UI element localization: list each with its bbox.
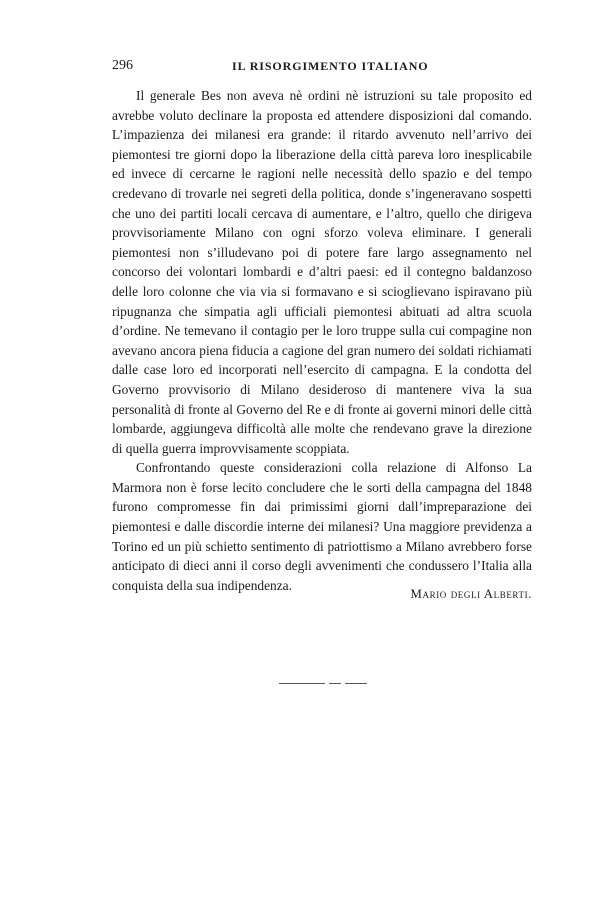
running-head: IL RISORGIMENTO ITALIANO	[232, 59, 429, 73]
author-signature: Mario degli Alberti.	[410, 587, 532, 601]
page-number: 296	[112, 58, 133, 73]
divider-segment	[279, 683, 325, 684]
divider-segment	[345, 683, 367, 684]
divider-segment	[329, 683, 341, 684]
paragraph-2: Confrontando queste considerazioni colla relazione di Alfonso La Marmora non è forse lecito concludere che le sorti della campagna del 1848 furono compromesse fin dai primissimi giorni dall’impreparazione dei piemontesi e dalle discordie interne dei milanesi? Una maggiore previdenza a Torino ed un più schietto sentimento di patriottismo a Milano avrebbero forse anticipato di dieci anni il corso degli avvenimenti che condussero l’Italia alla conquista della sua indipendenza.	[112, 460, 532, 593]
paragraph-1: Il generale Bes non aveva nè ordini nè istruzioni su tale proposito ed avrebbe voluto declinare la proposta ed attendere disposizioni dal comando. L’impazienza dei milanesi era grande: il ritardo avvenuto nell’arrivo dei piemontesi tre giorni dopo la liberazione della città pareva loro inesplicabile ed invece di cercarne le ragioni nelle necessità dello spazio e del tempo credevano di trovarle nei segreti della politica, donde s’ingeneravano sospetti che uno dei partiti locali cercava di aumentare, e l’altro, quello che dirigeva provvisoriamente Milano con ogni sforzo voleva eliminare. I generali piemontesi non s’illudevano poi di potere fare largo assegnamento nel concorso dei volontari lombardi e d’altri paesi: ed il contegno baldanzoso delle loro colonne che via via si formavano e si scioglievano ispiravano più ripugnanza che simpatia agli ufficiali piemontesi abituati ad altra scuola d’ordine. Ne temevano il contagio per le loro truppe sulla cui compagine non avevano ancora piena fiducia a cagione del gran numero dei soldati richiamati dalle case loro ed incorporati nell’esercito di campagna. E la condotta del Governo provvisorio di Milano desideroso di mantenere viva la sua personalità di fronte al Governo del Re e di fronte ai governi minori delle città lombarde, aggiungeva difficoltà alle molte che rendevano grave la direzione di quella guerra improvvisamente scoppiata.	[112, 88, 532, 456]
page-header	[112, 58, 532, 80]
body-text	[112, 86, 532, 595]
section-divider	[279, 683, 367, 684]
